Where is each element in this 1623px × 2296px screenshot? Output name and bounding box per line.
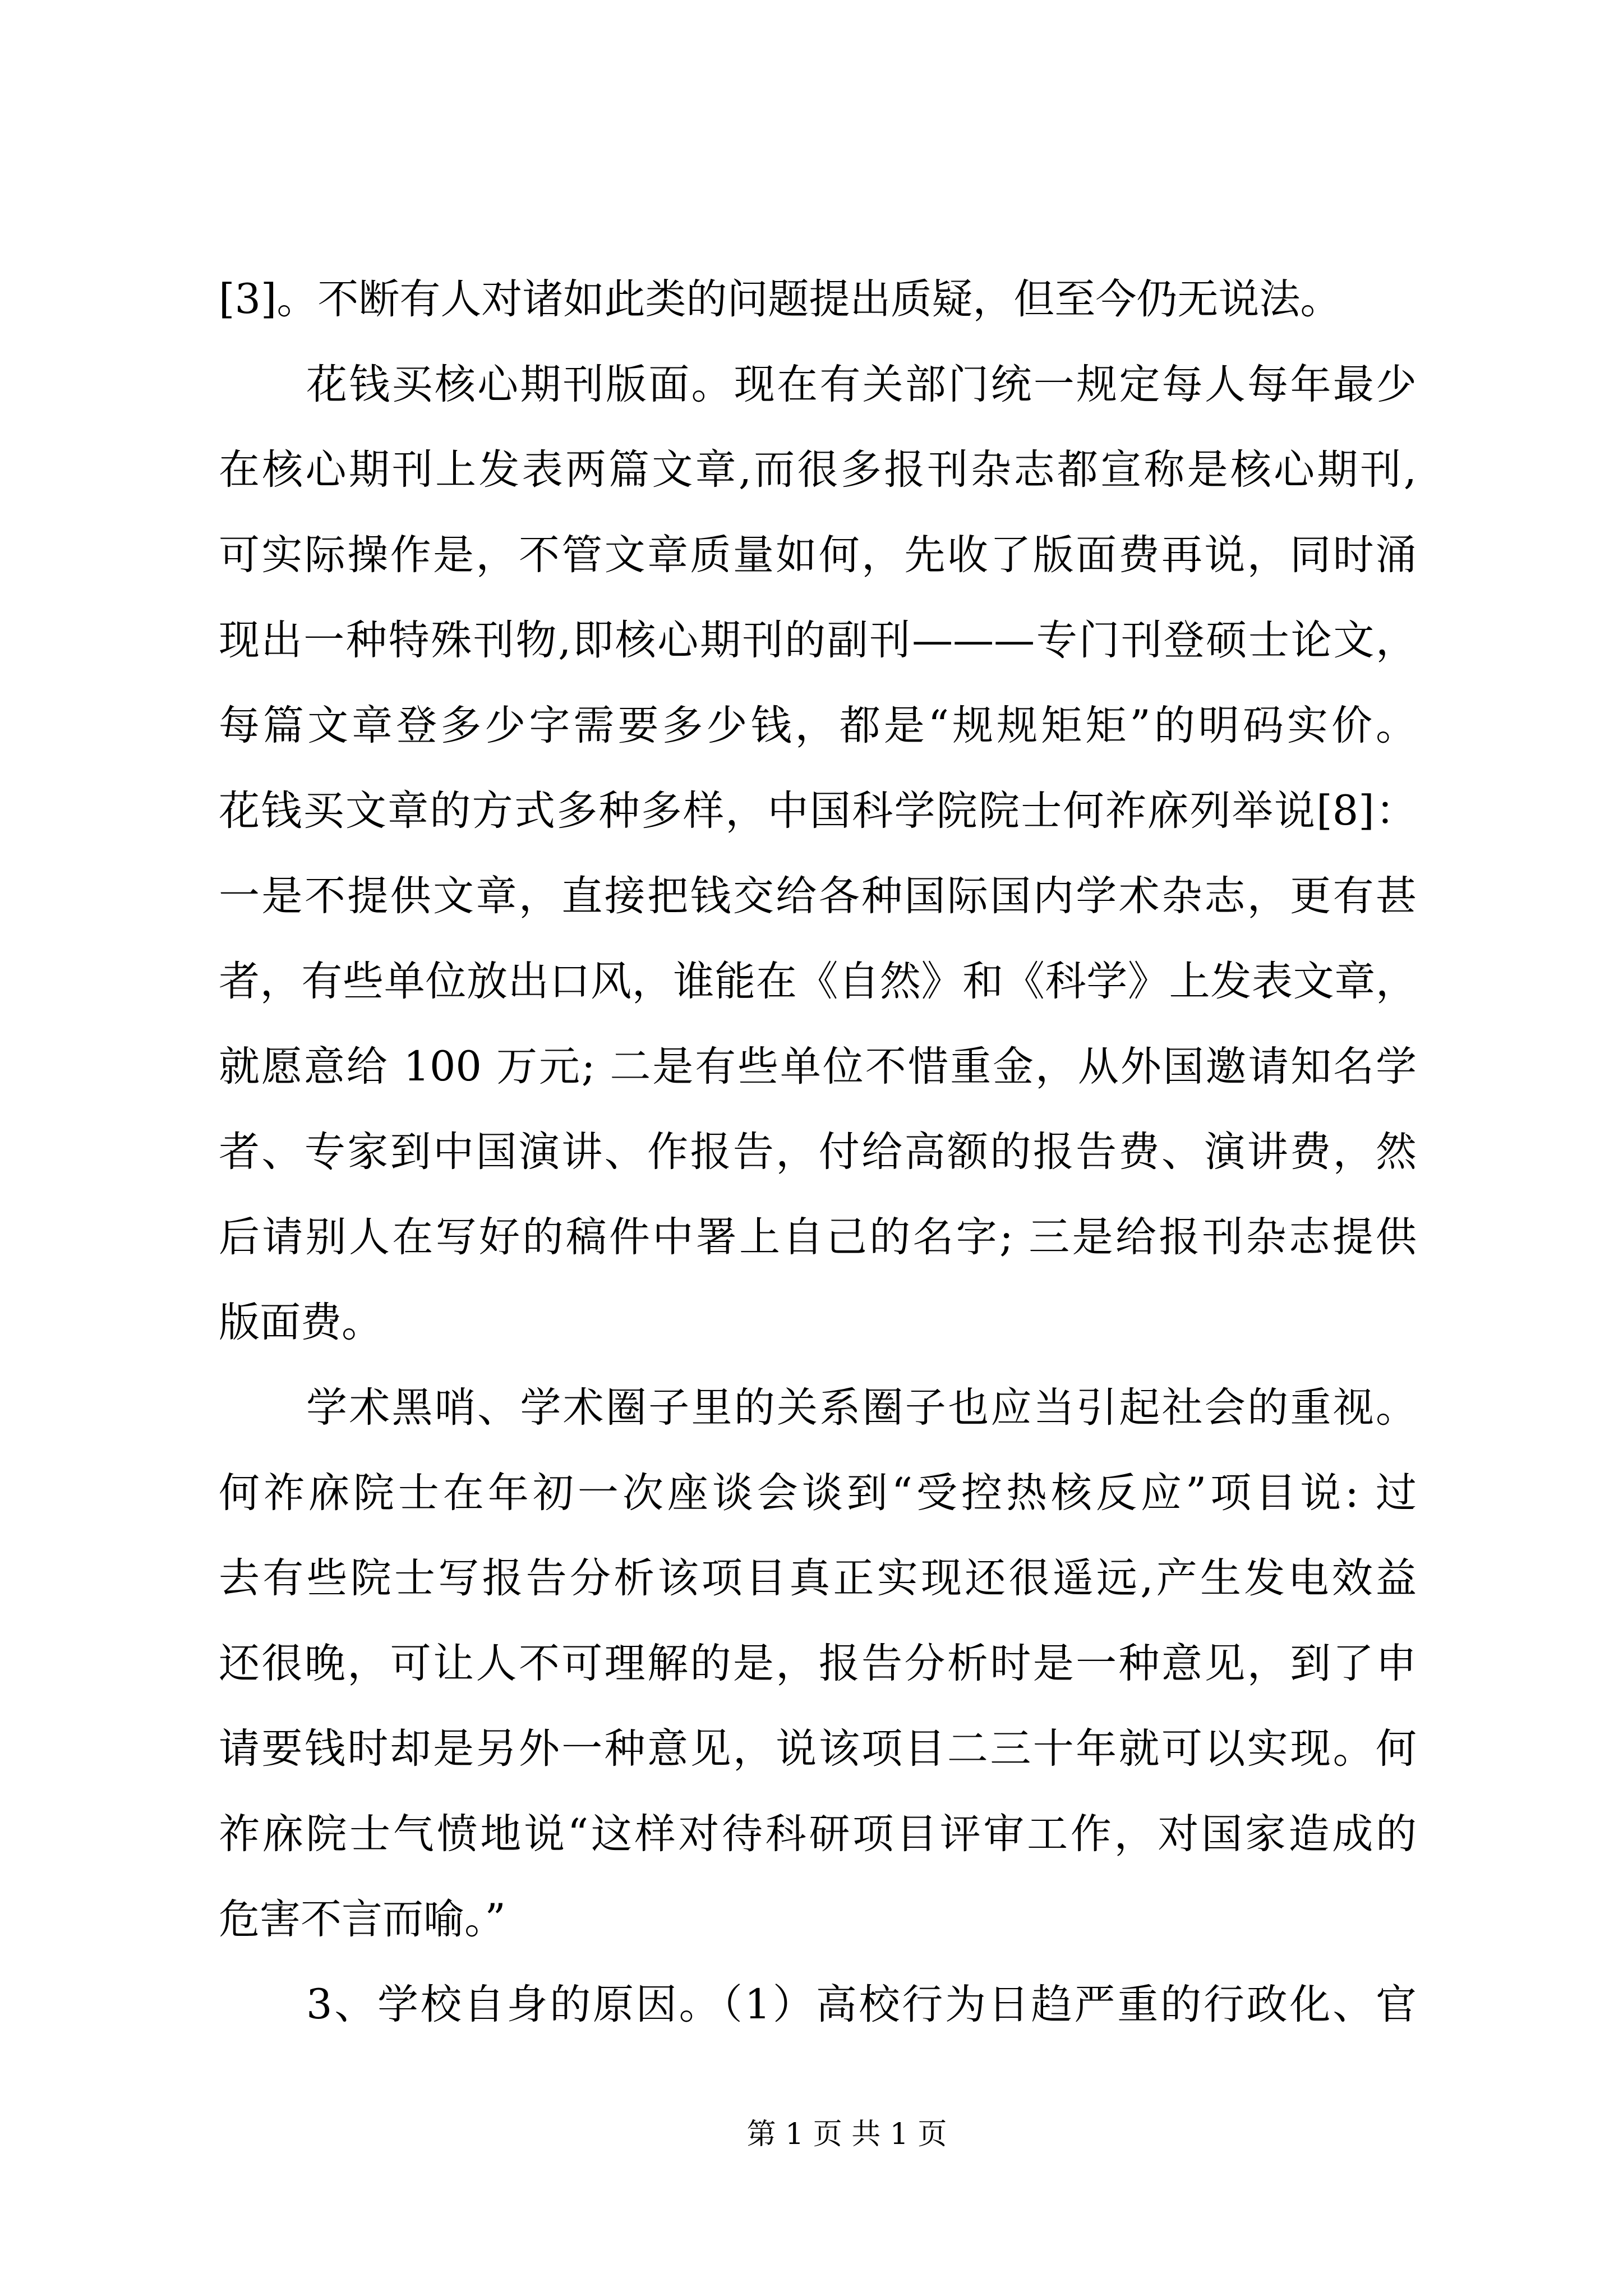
text-line: 者、专家到中国演讲、作报告，付给高额的报告费、演讲费，然	[219, 1128, 1417, 1176]
document-body	[219, 257, 1417, 2047]
page-footer: 第 1 页 共 1 页	[746, 2118, 947, 2151]
text-line: 学术黑哨、学术圈子里的关系圈子也应当引起社会的重视。	[306, 1384, 1417, 1432]
text-line: 每篇文章登多少字需要多少钱，都是“规规矩矩”的明码实价。	[219, 702, 1417, 749]
text-line: 可实际操作是，不管文章质量如何，先收了版面费再说，同时涌	[219, 531, 1417, 579]
text-line: 花钱买文章的方式多种多样，中国科学院院士何祚庥列举说[8]：	[219, 787, 1417, 835]
text-line: 就愿意给 100 万元; 二是有些单位不惜重金，从外国邀请知名学	[219, 1043, 1417, 1091]
paragraph	[219, 1365, 1417, 1962]
text-line: 祚庥院士气愤地说“这样对待科研项目评审工作，对国家造成的	[219, 1810, 1417, 1858]
text-line: 后请别人在写好的稿件中署上自己的名字; 三是给报刊杂志提供	[219, 1213, 1417, 1261]
text-line: 去有些院士写报告分析该项目真正实现还很遥远,产生发电效益	[219, 1554, 1417, 1602]
text-line: 花钱买核心期刊版面。现在有关部门统一规定每人每年最少	[306, 361, 1417, 408]
text-line: 一是不提供文章，直接把钱交给各种国际国内学术杂志，更有甚	[219, 872, 1417, 920]
text-line: 请要钱时却是另外一种意见，说该项目二三十年就可以实现。何	[219, 1725, 1417, 1773]
paragraph	[219, 342, 1417, 1365]
paragraph	[219, 257, 1417, 342]
text-line: 版面费。	[219, 1299, 382, 1346]
text-line: 还很晚，可让人不可理解的是，报告分析时是一种意见，到了申	[219, 1640, 1417, 1687]
text-line: 者，有些单位放出口风，谁能在《自然》和《科学》上发表文章，	[219, 958, 1417, 1005]
paragraph	[219, 1962, 1417, 2047]
text-line: 现出一种特殊刊物,即核心期刊的副刊———专门刊登硕士论文，	[219, 616, 1417, 664]
text-line: 何祚庥院士在年初一次座谈会谈到“受控热核反应”项目说: 过	[219, 1469, 1417, 1517]
text-line: 在核心期刊上发表两篇文章,而很多报刊杂志都宣称是核心期刊,	[219, 446, 1417, 494]
text-line: 3、学校自身的原因。（1）高校行为日趋严重的行政化、官	[306, 1981, 1417, 2028]
text-line: 危害不言而喻。”	[219, 1895, 506, 1943]
text-line: [3]。不断有人对诸如此类的问题提出质疑，但至今仍无说法。	[219, 275, 1341, 323]
